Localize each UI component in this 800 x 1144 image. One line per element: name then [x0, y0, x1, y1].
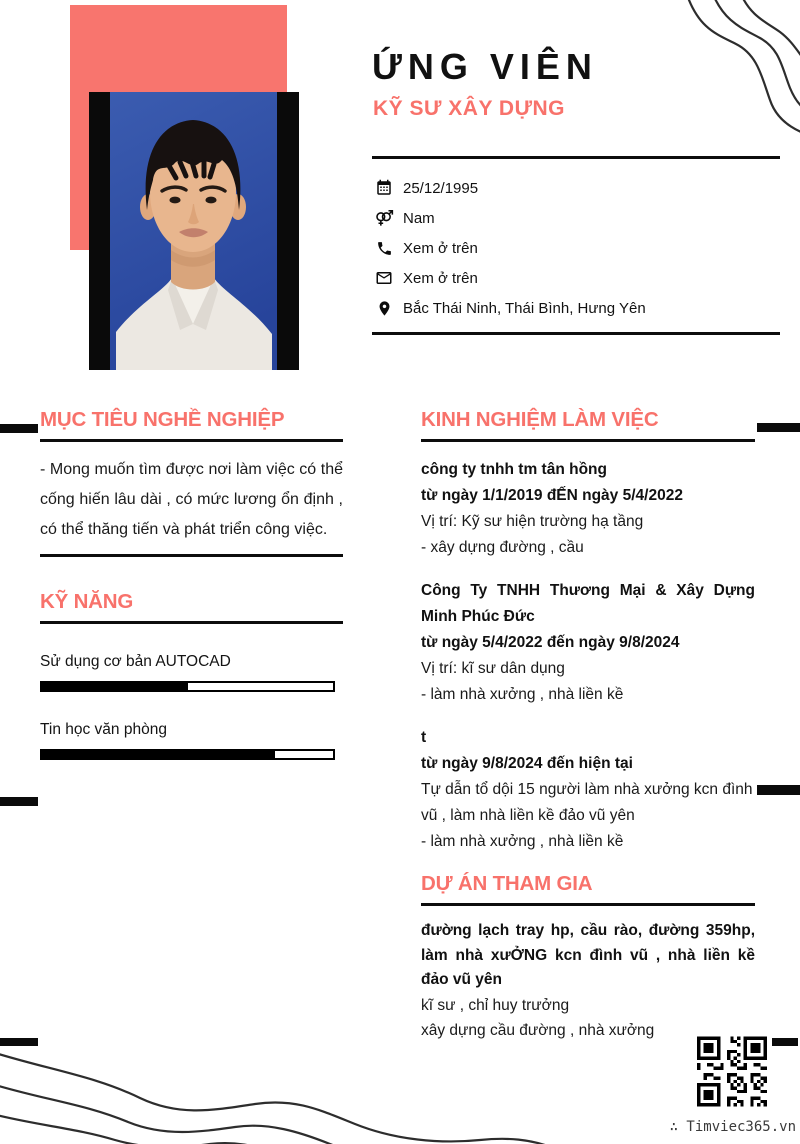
edge-bar [0, 424, 38, 433]
header-divider [372, 156, 780, 159]
job-company: t [421, 729, 427, 746]
phone-icon [374, 238, 394, 258]
contact-row-phone [374, 233, 784, 263]
contact-row-birthday [374, 173, 784, 203]
candidate-title: ỨNG VIÊN [372, 46, 598, 87]
edge-bar [0, 1038, 38, 1046]
project-role: kĩ sư , chỉ huy trưởng [421, 996, 570, 1014]
job-position: Vị trí: kĩ sư dân dụng [421, 660, 565, 677]
edge-bar [772, 1038, 798, 1046]
address-value: Bắc Thái Ninh, Thái Bình, Hưng Yên [403, 299, 646, 317]
section-rule [40, 554, 343, 557]
gender-icon [374, 208, 394, 228]
email-icon [374, 268, 394, 288]
skill-label: Sử dụng cơ bản AUTOCAD [40, 653, 231, 670]
section-rule [40, 621, 343, 624]
brand-watermark: ∴ Timviec365.vn [669, 1119, 796, 1135]
job-position: Vị trí: Kỹ sư hiện trường hạ tầng [421, 513, 644, 530]
job-entry [421, 578, 755, 708]
skill-bar [40, 681, 335, 692]
gender-value: Nam [403, 209, 435, 227]
section-rule [40, 439, 343, 442]
qr-code [697, 1035, 767, 1108]
job-position: Tự dẫn tổ dội 15 người làm nhà xưởng kcn đình vũ , làm nhà liền kề đảo vũ yên [421, 781, 753, 824]
edge-bar [0, 797, 38, 806]
edge-bar [757, 423, 800, 432]
experience-list [421, 457, 755, 855]
projects-heading: DỰ ÁN THAM GIA [421, 872, 593, 895]
job-details: - làm nhà xưởng , nhà liền kề [421, 833, 624, 850]
contact-divider [372, 332, 780, 335]
candidate-photo [110, 92, 277, 370]
candidate-subtitle: KỸ SƯ XÂY DỰNG [373, 97, 565, 120]
skill-label: Tin học văn phòng [40, 721, 167, 738]
contact-row-address [374, 293, 784, 323]
job-period: từ ngày 1/1/2019 đẾN ngày 5/4/2022 [421, 487, 683, 504]
project-entry [421, 919, 755, 1043]
edge-bar [757, 785, 800, 795]
job-company: công ty tnhh tm tân hồng [421, 461, 607, 478]
skill-bar-fill [42, 751, 275, 758]
email-value: Xem ở trên [403, 269, 478, 287]
experience-heading: KINH NGHIỆM LÀM VIỆC [421, 408, 659, 431]
contact-list [374, 173, 784, 323]
section-rule [421, 439, 755, 442]
job-details: - xây dựng đường , cầu [421, 539, 584, 556]
left-column [40, 408, 343, 760]
job-entry [421, 457, 755, 561]
photo-frame [89, 92, 299, 370]
project-name: đường lạch tray hp, cầu rào, đường 359hp, làm nhà xưỞNG kcn đình vũ , nhà liền kề đảo vũ yên [421, 922, 755, 988]
skills-heading: KỸ NĂNG [40, 590, 134, 613]
job-entry [421, 725, 755, 855]
job-details: - làm nhà xưởng , nhà liền kề [421, 686, 624, 703]
job-period: từ ngày 5/4/2022 đến ngày 9/8/2024 [421, 634, 680, 651]
section-rule [421, 903, 755, 906]
right-column [421, 408, 755, 1043]
birthday-value: 25/12/1995 [403, 179, 479, 197]
project-description: xây dựng cầu đường , nhà xưởng [421, 1021, 655, 1039]
contact-row-gender [374, 203, 784, 233]
location-icon [374, 298, 394, 318]
job-company: Công Ty TNHH Thương Mại & Xây Dựng Minh Phúc Đức [421, 582, 755, 625]
skill-item [40, 653, 343, 692]
calendar-icon [374, 178, 394, 198]
skill-bar [40, 749, 335, 760]
contact-row-email [374, 263, 784, 293]
job-period: từ ngày 9/8/2024 đến hiện tại [421, 755, 633, 772]
objective-heading: MỤC TIÊU NGHỀ NGHIỆP [40, 408, 285, 431]
phone-value: Xem ở trên [403, 239, 478, 257]
skill-item [40, 721, 343, 760]
skill-bar-fill [42, 683, 188, 690]
objective-text: - Mong muốn tìm được nơi làm việc có thể cống hiến lâu dài , có mức lương ổn định , có thể thăng tiến và phát triển công việc. [40, 461, 343, 538]
